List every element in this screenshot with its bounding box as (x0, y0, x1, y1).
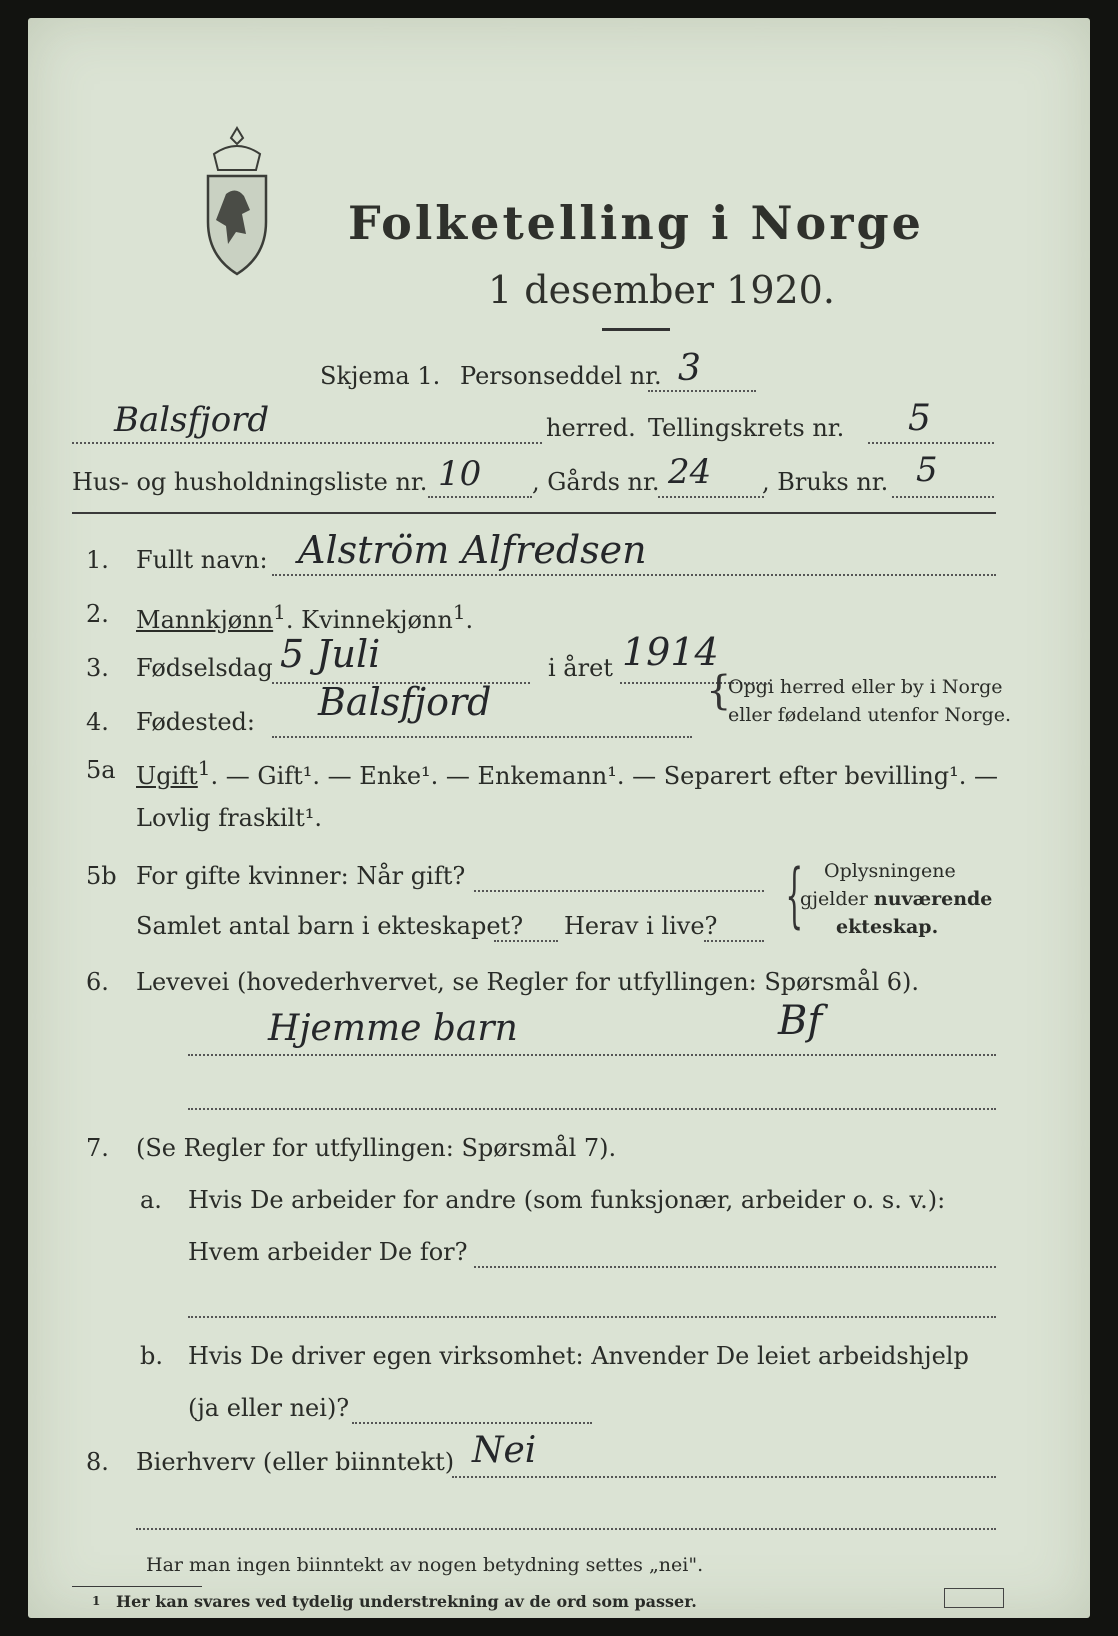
gards-line (658, 496, 764, 498)
q5b-note-3: ekteskap. (836, 916, 939, 938)
bruks-line (892, 496, 994, 498)
q5b-brace: { (785, 854, 804, 936)
census-date: 1 desember 1920. (488, 268, 835, 312)
q4-line (272, 736, 692, 738)
q8-line (452, 1476, 996, 1478)
q7a-line[interactable] (474, 1266, 996, 1268)
form-title: Folketelling i Norge (348, 196, 924, 250)
q5b-note-1: Oplysningene (824, 860, 956, 882)
q7b-number: b. (140, 1342, 163, 1370)
printer-stamp (944, 1588, 1004, 1608)
herred-value[interactable]: Balsfjord (114, 400, 270, 440)
q3-label: Fødselsdag (136, 654, 273, 682)
footer-note: Har man ingen biinntekt av nogen betydning settes „nei". (146, 1554, 704, 1576)
herred-label: herred. (546, 414, 636, 442)
personseddel-line (648, 390, 756, 392)
tellingskrets-line (868, 442, 994, 444)
q4-brace: { (706, 668, 732, 714)
q5b-children-line[interactable] (494, 940, 558, 942)
q5b-number: 5b (86, 862, 117, 890)
q1-number: 1. (86, 546, 109, 574)
q4-label: Fødested: (136, 708, 255, 736)
q5b-married-line[interactable] (474, 890, 764, 892)
q5b-alive-line[interactable] (704, 940, 764, 942)
q1-full-name[interactable]: Alström Alfredsen (298, 528, 647, 572)
q7-number: 7. (86, 1134, 109, 1162)
q2-sep: . (285, 606, 294, 634)
hus-line (428, 496, 532, 498)
q2-options (136, 600, 473, 634)
q3-year-label: i året (548, 654, 613, 682)
herred-line (72, 442, 542, 444)
q7-label: (Se Regler for utfyllingen: Spørsmål 7). (136, 1134, 617, 1162)
q3-birthday[interactable]: 5 Juli (280, 632, 381, 676)
census-form-paper (28, 18, 1090, 1618)
q4-note-2: eller fødeland utenfor Norge. (728, 704, 1012, 726)
q5b-married-label: For gifte kvinner: Når gift? (136, 862, 466, 890)
q2-number: 2. (86, 600, 109, 628)
q2-male-option[interactable]: Mannkjønn (136, 606, 274, 634)
q4-number: 4. (86, 708, 109, 736)
q5a-ugift-option[interactable]: Ugift (136, 762, 198, 790)
title-divider (602, 328, 670, 331)
q8-number: 8. (86, 1448, 109, 1476)
q8-label: Bierhverv (eller biinntekt) (136, 1448, 455, 1476)
q7a-text: Hvis De arbeider for andre (som funksjonær, arbeider o. s. v.): (188, 1186, 946, 1214)
q5a-options (136, 756, 998, 790)
q2-end: . (465, 606, 474, 634)
footnote-text: Her kan svares ved tydelig understrekning av de ord som passer. (116, 1592, 697, 1611)
q7b-text: Hvis De driver egen virksomhet: Anvender De leiet arbeidshjelp (188, 1342, 969, 1370)
footnote-number: 1 (92, 1594, 101, 1608)
q4-note-1: Opgi herred eller by i Norge (728, 676, 1003, 698)
q2-footnote-mark: 1 (273, 600, 286, 624)
q6-mark: Bf (778, 998, 823, 1044)
personseddel-value[interactable]: 3 (678, 348, 701, 389)
q7b-line[interactable] (352, 1422, 592, 1424)
q5b-note-2: gjelder nuværende (800, 888, 993, 910)
q5a-footnote-mark: 1 (197, 756, 211, 780)
q3-number: 3. (86, 654, 109, 682)
q1-label: Fullt navn: (136, 546, 268, 574)
q5b-children-label: Samlet antal barn i ekteskapet? (136, 912, 524, 940)
personseddel-label: Personseddel nr. (460, 362, 662, 390)
q7a-number: a. (140, 1186, 162, 1214)
q5a-other-options[interactable]: . — Gift¹. — Enke¹. — Enkemann¹. — Separert efter bevilling¹. — (210, 762, 999, 790)
q5b-alive-label: Herav i live? (564, 912, 718, 940)
q6-line-1 (188, 1054, 996, 1056)
bruks-label: , Bruks nr. (762, 468, 889, 496)
q4-birthplace[interactable]: Balsfjord (318, 680, 492, 724)
q8-line-2 (136, 1528, 996, 1530)
hus-value[interactable]: 10 (438, 454, 482, 494)
q3-birth-year[interactable]: 1914 (622, 630, 719, 674)
q7b-question: (ja eller nei)? (188, 1394, 350, 1422)
q6-occupation[interactable]: Hjemme barn (268, 1008, 518, 1049)
q7a-question: Hvem arbeider De for? (188, 1238, 468, 1266)
tellingskrets-value[interactable]: 5 (908, 398, 931, 439)
tellingskrets-label: Tellingskrets nr. (648, 414, 845, 442)
gards-label: , Gårds nr. (532, 468, 660, 496)
q2-footnote-mark-2: 1 (452, 600, 466, 624)
q5a-number: 5a (86, 756, 116, 784)
q6-line-2 (188, 1108, 996, 1110)
gards-value[interactable]: 24 (668, 452, 712, 492)
q8-side-income[interactable]: Nei (472, 1430, 537, 1471)
bruks-value[interactable]: 5 (916, 450, 938, 490)
q7a-line-2[interactable] (188, 1316, 996, 1318)
schema-label: Skjema 1. (320, 362, 441, 390)
q6-label: Levevei (hovederhvervet, se Regler for utfyllingen: Spørsmål 6). (136, 968, 920, 996)
q5a-line2[interactable]: Lovlig fraskilt¹. (136, 804, 323, 832)
norwegian-coat-of-arms-icon (196, 124, 278, 280)
q1-line (272, 574, 996, 576)
footnote-rule (72, 1586, 202, 1587)
q6-number: 6. (86, 968, 109, 996)
header-rule (72, 512, 996, 514)
hus-label: Hus- og husholdningsliste nr. (72, 468, 428, 496)
q2-female-option[interactable]: Kvinnekjønn (301, 606, 453, 634)
